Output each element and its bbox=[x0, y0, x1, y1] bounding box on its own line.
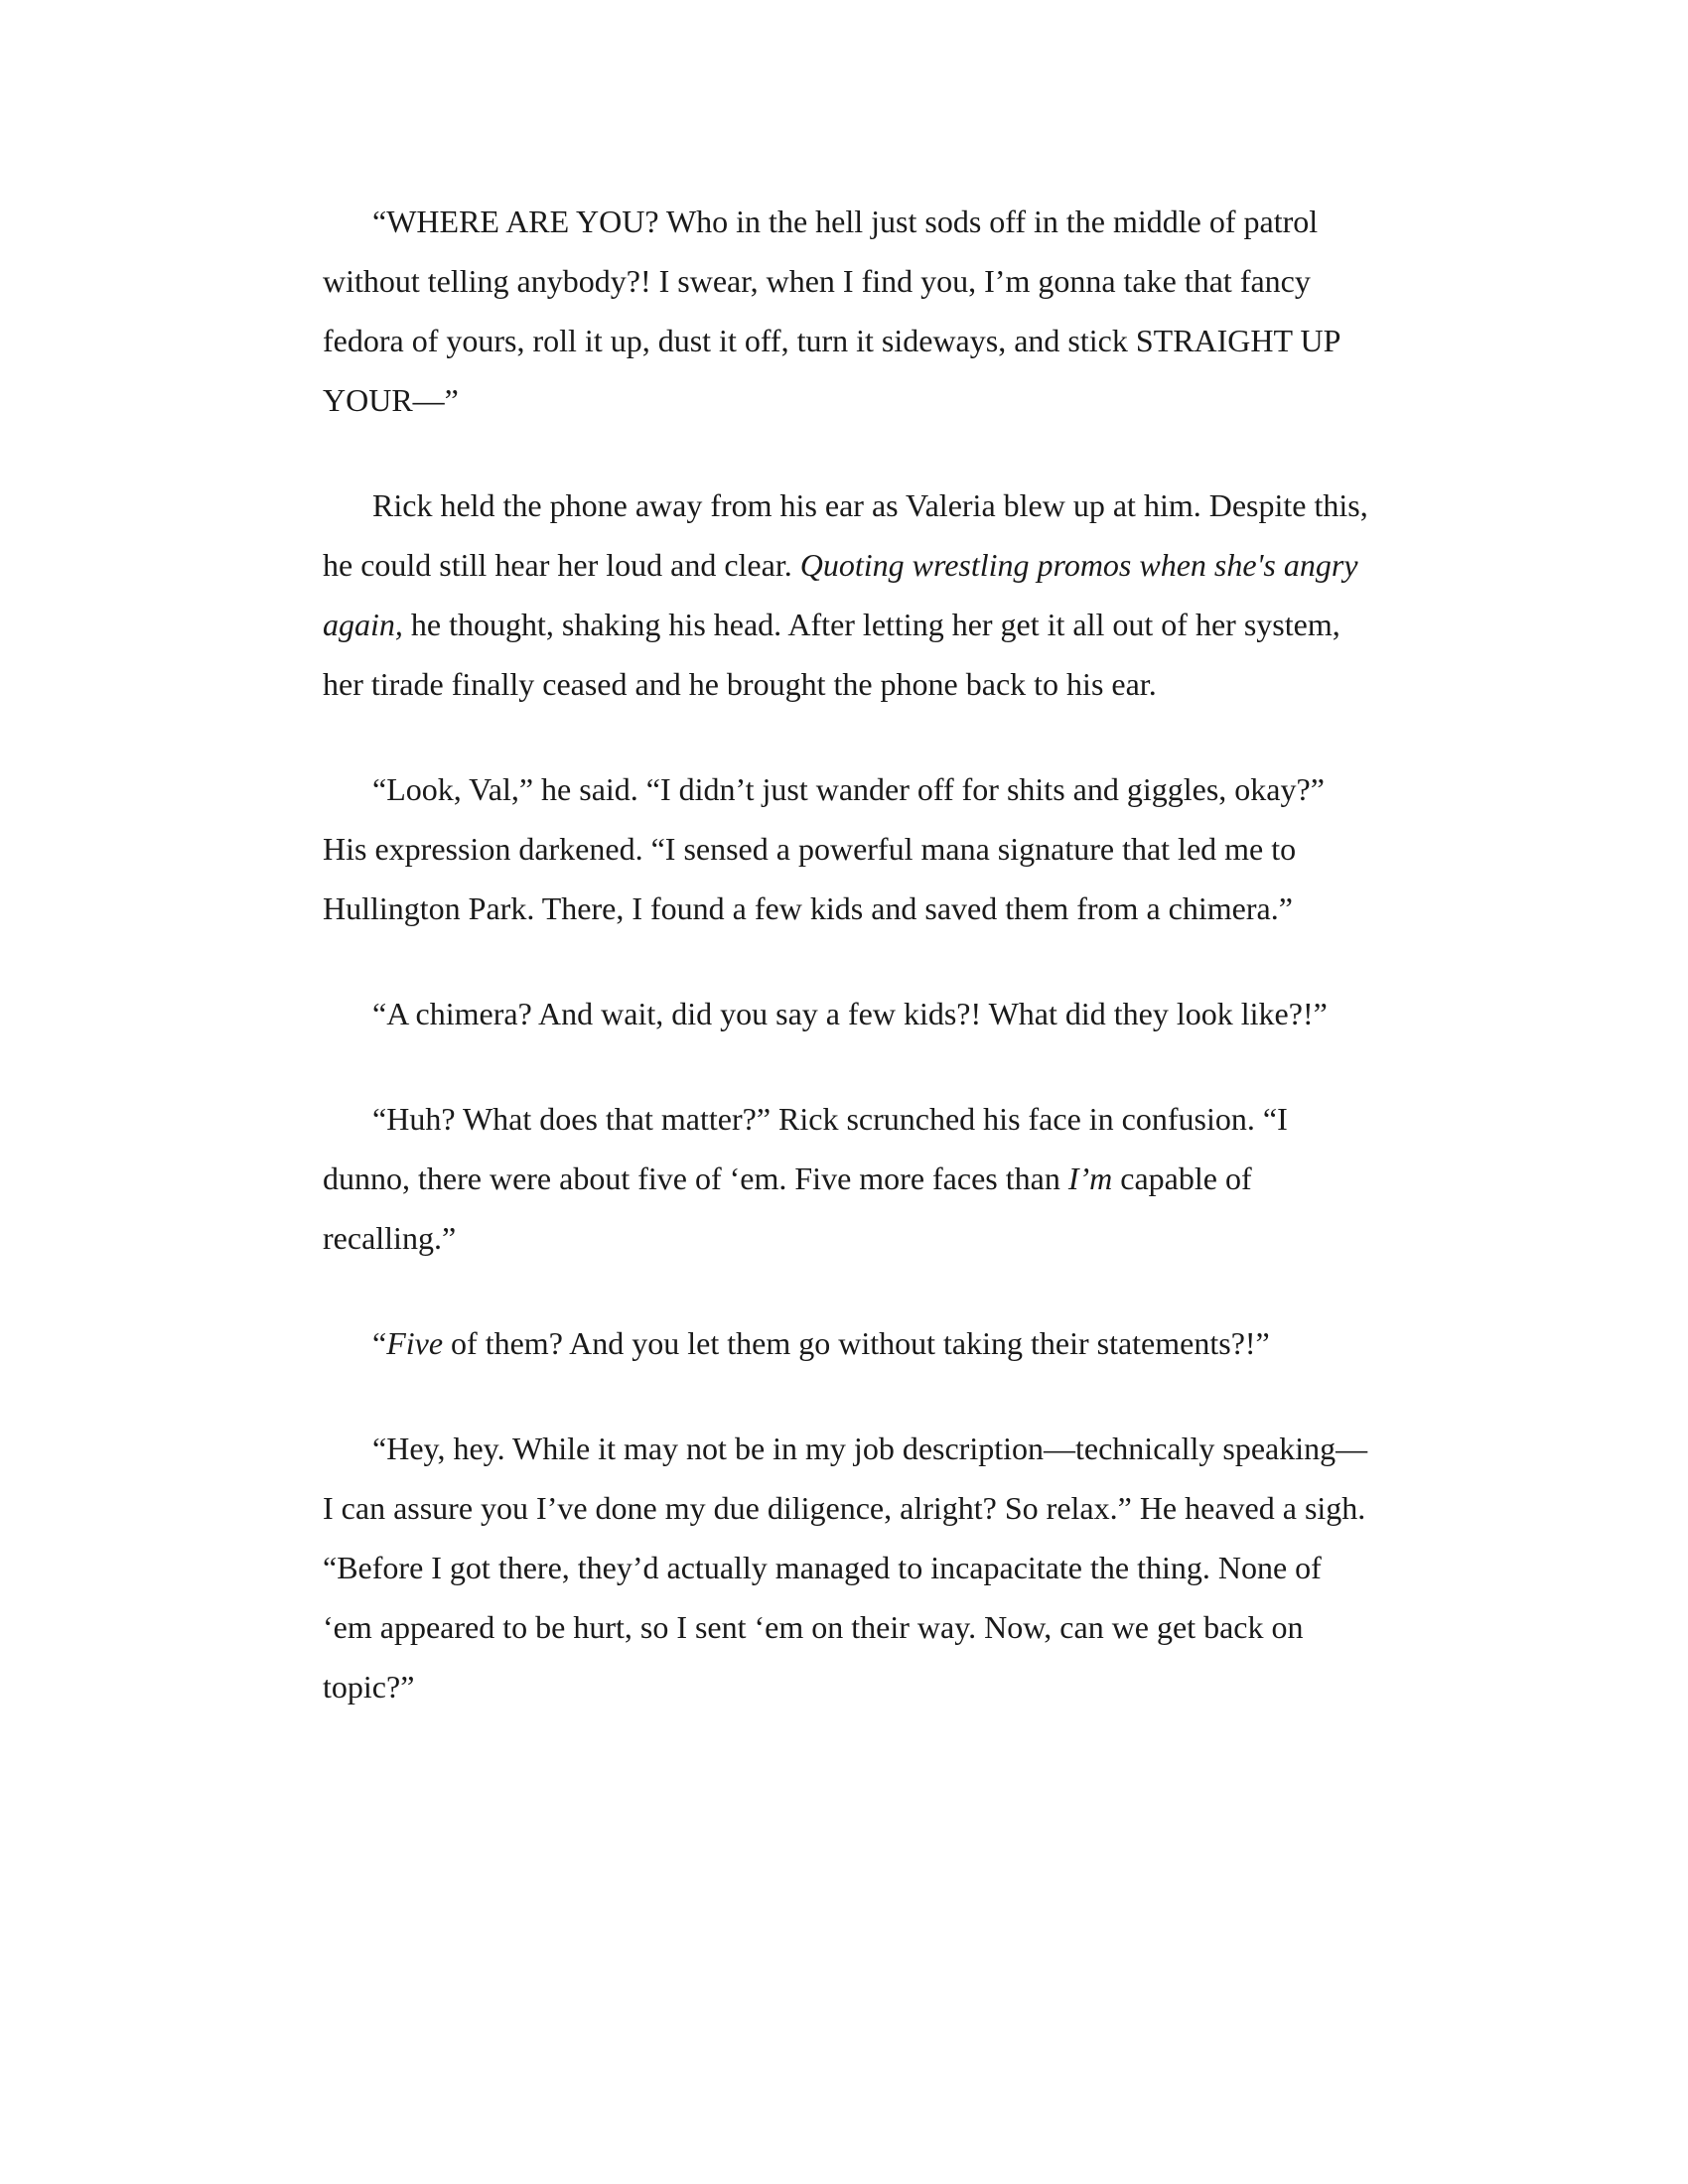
paragraph-text: “ bbox=[372, 1325, 387, 1361]
italic-text: Five bbox=[386, 1325, 444, 1361]
paragraph bbox=[323, 1089, 1375, 1268]
paragraph-text: “Look, Val,” he said. “I didn’t just wander off for shits and giggles, okay?” His expression darkened. “I sensed a powerful mana signature that led me to Hullington Park. There, I found a few kids and saved them from a chimera.” bbox=[323, 771, 1325, 926]
paragraph-text: “A chimera? And wait, did you say a few kids?! What did they look like?!” bbox=[372, 996, 1328, 1031]
paragraph bbox=[323, 192, 1375, 430]
paragraph-text: “WHERE ARE YOU? Who in the hell just sods off in the middle of patrol without telling anybody?! I swear, when I find you, I’m gonna take that fancy fedora of yours, roll it up, dust it off, turn it sideways, and stick STRAIGHT UP YOUR—” bbox=[323, 204, 1340, 418]
paragraph bbox=[323, 1313, 1375, 1373]
paragraph-text: of them? And you let them go without taking their statements?!” bbox=[443, 1325, 1270, 1361]
paragraph bbox=[323, 476, 1375, 714]
paragraph bbox=[323, 759, 1375, 938]
paragraph-text: he thought, shaking his head. After letting her get it all out of her system, her tirade finally ceased and he brought the phone back to his ear. bbox=[323, 607, 1340, 702]
paragraph bbox=[323, 1419, 1375, 1716]
paragraph-text: “Huh? What does that matter?” Rick scrunched his face in confusion. “I dunno, there were about five of ‘em. Five more faces than bbox=[323, 1101, 1288, 1196]
paragraph-text: capable of recalling.” bbox=[323, 1160, 1252, 1256]
italic-text: I’m bbox=[1067, 1160, 1113, 1196]
italic-text: Quoting wrestling promos when she's angry again, bbox=[323, 547, 1358, 642]
body-text bbox=[323, 192, 1375, 1716]
paragraph bbox=[323, 984, 1375, 1043]
paragraph-text: “Hey, hey. While it may not be in my job description—technically speaking—I can assure you I’ve done my due diligence, alright? So relax.” He heaved a sigh. “Before I got there, they’d actually managed to incapacitate the thing. None of ‘em appeared to be hurt, so I sent ‘em on their way. Now, can we get back on topic?” bbox=[323, 1431, 1368, 1705]
paragraph-text: Rick held the phone away from his ear as Valeria blew up at him. Despite this, he could still hear her loud and clear. bbox=[323, 487, 1368, 583]
